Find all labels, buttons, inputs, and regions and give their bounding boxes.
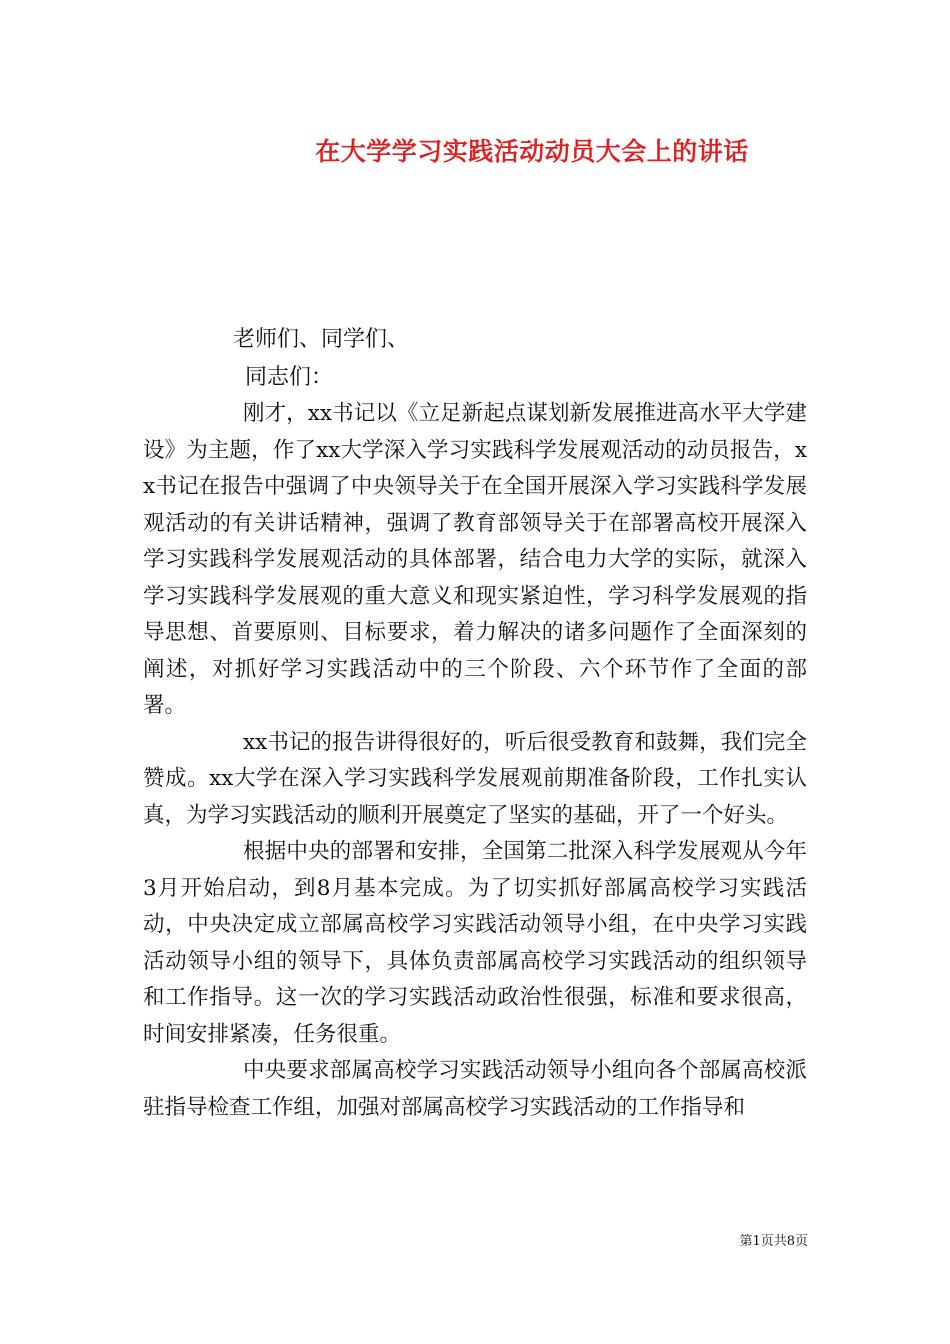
- paragraph: xx书记的报告讲得很好的，听后很受教育和鼓舞，我们完全赞成。xx大学在深入学习实践科学发展观前期准备阶段，工作扎实认真，为学习实践活动的顺利开展奠定了坚实的基础，开了一个好头。: [143, 729, 807, 828]
- greeting-line-1: 老师们、同学们、: [233, 327, 410, 352]
- paragraph: 中央要求部属高校学习实践活动领导小组向各个部属高校派驻指导检查工作组，加强对部属高校学习实践活动的工作指导和: [143, 1058, 807, 1120]
- document-title: 在大学学习实践活动动员大会上的讲话: [315, 137, 749, 166]
- document-body: [143, 396, 807, 1126]
- paragraph: 根据中央的部署和安排，全国第二批深入科学发展观从今年3月开始启动，到8月基本完成。为了切实抓好部属高校学习实践活动，中央决定成立部属高校学习实践活动领导小组，在中央学习实践活动领导小组的领导下，具体负责部属高校学习实践活动的组织领导和工作指导。这一次的学习实践活动政治性很强，标准和要求很高，时间安排紧凑，任务很重。: [143, 839, 807, 1047]
- greeting-line-2: 同志们：: [245, 365, 334, 390]
- paragraph: 刚才，xx书记以《立足新起点谋划新发展推进高水平大学建设》为主题，作了xx大学深入学习实践科学发展观活动的动员报告，xx书记在报告中强调了中央领导关于在全国开展深入学习实践科学发展观活动的有关讲话精神，强调了教育部领导关于在部署高校开展深入学习实践科学发展观活动的具体部署，结合电力大学的实际，就深入学习实践科学发展观的重大意义和现实紧迫性，学习科学发展观的指导思想、首要原则、目标要求，着力解决的诸多问题作了全面深刻的阐述，对抓好学习实践活动中的三个阶段、六个环节作了全面的部署。: [143, 401, 807, 718]
- page-number-footer: 第1页共8页: [739, 1234, 808, 1249]
